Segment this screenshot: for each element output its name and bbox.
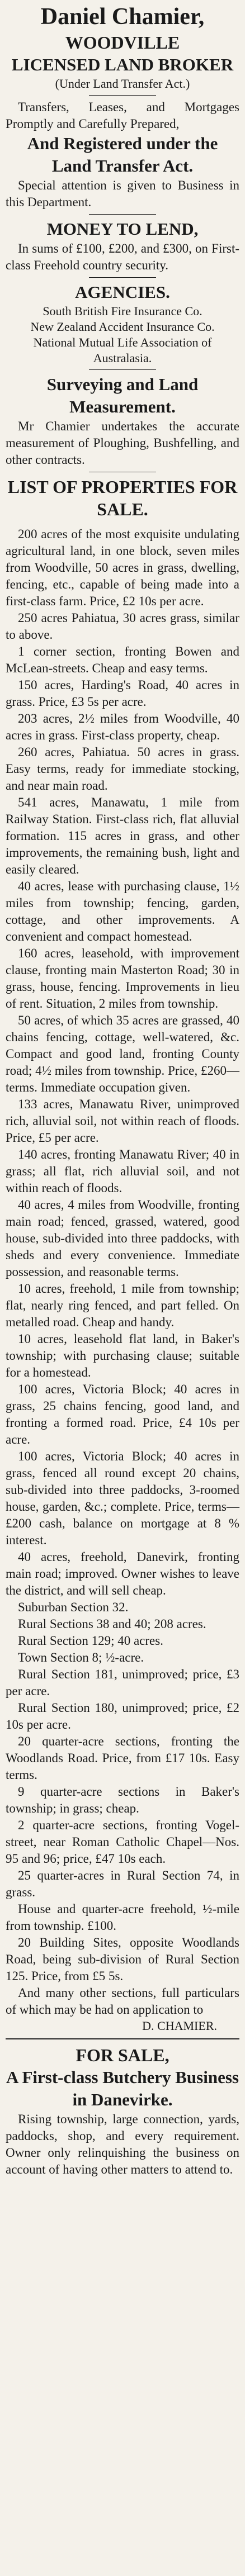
list-item: 140 acres, fronting Manawatu River; 40 in grass; all flat, rich alluvial soil, and not within reach of floods. [6, 1147, 239, 1195]
broker-name: Daniel Chamier, [40, 4, 205, 30]
list-item: 250 acres Pahiatua, 30 acres grass, similar to above. [6, 611, 239, 642]
list-item: 10 acres, leasehold flat land, in Baker's township; with purchasing clause; suitable for a homestead. [6, 1332, 239, 1379]
divider [89, 95, 156, 96]
divider [89, 214, 156, 215]
services-intro: Transfers, Leases, and Mortgages Promptly and Carefully Prepared, [6, 100, 239, 131]
list-item: 1 corner section, fronting Bowen and McLean-streets. Cheap and easy terms. [6, 644, 239, 675]
list-item: 541 acres, Manawatu, 1 mile from Railway Station. First-class rich, flat alluvial formation. 115 acres in grass, and other improvements, the remaining bush, light and easily cleared. [6, 795, 239, 876]
sale-subheading: A First-class Butchery Business in Danevirke. [6, 2067, 239, 2109]
advertisement-column [6, 0, 239, 2178]
list-item: Suburban Section 32. [18, 1600, 129, 1614]
agency-item: National Mutual Life Association of Australasia. [33, 335, 212, 365]
agencies-heading: AGENCIES. [75, 282, 170, 302]
agency-item: South British Fire Insurance Co. [43, 304, 202, 318]
town-name: WOODVILLE [65, 32, 180, 53]
list-item: 25 quarter-acres in Rural Section 74, in grass. [6, 1868, 239, 1899]
list-item: 100 acres, Victoria Block; 40 acres in grass, fenced all round except 20 chains, sub-divided into three paddocks, 3-roomed house, garden, &c.; complete. Price, terms—£200 cash, balance on mortgage at 8 % interest. [6, 1449, 239, 1547]
list-item: Rural Section 181, unimproved; price, £3 per acre. [6, 1667, 239, 1698]
services-note: Special attention is given to Business in this Department. [6, 178, 239, 209]
money-heading: MONEY TO LEND, [46, 219, 199, 239]
list-item: 200 acres of the most exquisite undulating agricultural land, in one block, seven miles from Woodville, 50 acres in grass, dwelling, fencing, etc., capable of being made into a first-class farm. Price, £2 10s per acre. [6, 527, 239, 608]
list-item: 133 acres, Manawatu River, unimproved rich, alluvial soil, not within reach of floods. Price, £5 per acre. [6, 1097, 239, 1145]
list-item: House and quarter-acre freehold, ½-mile from township. £100. [6, 1902, 239, 1933]
list-item: Town Section 8; ½-acre. [18, 1650, 144, 1664]
property-list [6, 526, 239, 2018]
list-item: 20 quarter-acre sections, fronting the Woodlands Road. Price, from £17 10s. Easy terms. [6, 1734, 239, 1782]
list-item: 20 Building Sites, opposite Woodlands Road, being sub-division of Rural Section 125. Price, from £5 5s. [6, 1935, 239, 1983]
money-text: In sums of £100, £200, and £300, on First-class Freehold country security. [6, 241, 239, 272]
survey-heading: Surveying and Land Measurement. [46, 374, 199, 416]
list-item: Rural Section 129; 40 acres. [18, 1634, 163, 1648]
list-item: 40 acres, lease with purchasing clause, 1½ miles from township; fencing, garden, cottage, and other improvements. A convenient and compact homestead. [6, 879, 239, 943]
list-item: 150 acres, Harding's Road, 40 acres in grass. Price, £3 5s per acre. [6, 678, 239, 709]
list-item: 100 acres, Victoria Block; 40 acres in grass, 25 chains fencing, good land, and fronting a formed road. Price, £4 10s per acre. [6, 1382, 239, 1446]
services-heading: And Registered under the Land Transfer Act. [27, 134, 218, 175]
divider [89, 369, 156, 370]
list-item: 2 quarter-acre sections, fronting Vogel-street, near Roman Catholic Chapel—Nos. 95 and 96; price, £47 10s each. [6, 1818, 239, 1866]
sale-text: Rising township, large connection, yards, paddocks, shop, and every requirement. Owner only relinquishing the business on account of having other matters to attend to. [6, 2112, 239, 2176]
broker-title: LICENSED LAND BROKER [11, 55, 234, 74]
list-item: 40 acres, 4 miles from Woodville, fronting main road; fenced, grassed, watered, good house, sub-divided into three paddocks, with sheds and every convenience. Immediate possession, and reasonable terms. [6, 1198, 239, 1279]
list-item: And many other sections, full particulars of which may be had on application to [6, 1986, 239, 2017]
survey-text: Mr Chamier undertakes the accurate measurement of Ploughing, Bushfelling, and other contracts. [6, 419, 239, 467]
list-item: 9 quarter-acre sections in Baker's township; in grass; cheap. [6, 1785, 239, 1815]
list-item: 160 acres, leasehold, with improvement clause, fronting main Masterton Road; 30 in grass, house, fencing. Improvements in lieu of rent. Situation, 2 miles from township. [6, 946, 239, 1011]
divider [89, 277, 156, 278]
list-item: 50 acres, of which 35 acres are grassed, 40 chains fencing, cottage, well-watered, &c. Compact and good land, fronting County road; 4½ miles from township. Price, £260—terms. Immediate occupation given. [6, 1013, 239, 1094]
agency-item: New Zealand Accident Insurance Co. [30, 320, 215, 334]
list-heading: LIST OF PROPERTIES FOR SALE. [7, 477, 238, 519]
broker-subtitle: (Under Land Transfer Act.) [55, 77, 190, 91]
signature: D. CHAMIER. [142, 2019, 217, 2033]
list-item: 40 acres, freehold, Danevirk, fronting main road; improved. Owner wishes to leave the district, and will sell cheap. [6, 1550, 239, 1597]
divider [6, 2038, 239, 2039]
list-item: 203 acres, 2½ miles from Woodville, 40 acres in grass. First-class property, cheap. [6, 711, 239, 742]
list-item: Rural Sections 38 and 40; 208 acres. [18, 1617, 206, 1631]
list-item: 260 acres, Pahiatua. 50 acres in grass. Easy terms, ready for immediate stocking, and near main road. [6, 745, 239, 793]
list-item: 10 acres, freehold, 1 mile from township; flat, nearly ring fenced, and part felled. On metalled road. Cheap and handy. [6, 1282, 239, 1329]
sale-heading: FOR SALE, [76, 2045, 169, 2065]
list-item: Rural Section 180, unimproved; price, £2 10s per acre. [6, 1701, 239, 1731]
